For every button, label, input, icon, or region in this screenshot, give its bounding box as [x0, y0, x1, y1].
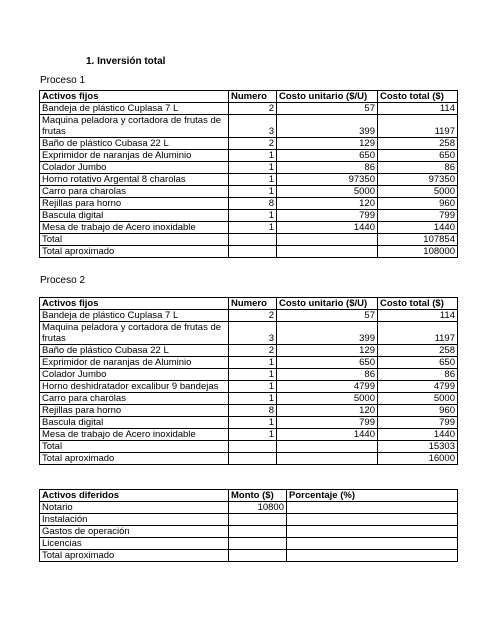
- value-cell: [229, 441, 277, 453]
- value-cell: [277, 441, 378, 453]
- table-row: [40, 429, 458, 441]
- table-row: [40, 357, 458, 369]
- row-label-cell: Bascula digital: [40, 210, 229, 222]
- proceso-1-label: Proceso 1: [40, 75, 86, 86]
- value-cell: 114: [378, 103, 458, 115]
- col-header: Costo unitario ($/U): [277, 91, 378, 103]
- value-cell: 1197: [378, 322, 458, 345]
- row-label-cell: Total aproximado: [40, 246, 229, 258]
- row-label-cell: Rejillas para horno: [40, 198, 229, 210]
- value-cell: [229, 234, 277, 246]
- col-header: Activos fijos: [40, 91, 229, 103]
- col-header: Costo unitario ($/U): [277, 298, 378, 310]
- row-label-cell: Maquina peladora y cortadora de frutas de frutas: [40, 115, 229, 138]
- row-label-cell: Total aproximado: [40, 550, 229, 562]
- table-row: [40, 246, 458, 258]
- table-row: [40, 453, 458, 465]
- value-cell: [229, 550, 287, 562]
- row-label-cell: Maquina peladora y cortadora de frutas de frutas: [40, 322, 229, 345]
- value-cell: 4799: [277, 381, 378, 393]
- table-row: [40, 186, 458, 198]
- value-cell: [277, 246, 378, 258]
- row-label-cell: Total: [40, 441, 229, 453]
- value-cell: 120: [277, 198, 378, 210]
- value-cell: 650: [277, 150, 378, 162]
- value-cell: 4799: [378, 381, 458, 393]
- col-header: Monto ($): [229, 490, 287, 502]
- value-cell: 15303: [378, 441, 458, 453]
- row-label-cell: Bandeja de plástico Cuplasa 7 L: [40, 103, 229, 115]
- value-cell: [287, 526, 458, 538]
- value-cell: 107854: [378, 234, 458, 246]
- row-label-cell: Total: [40, 234, 229, 246]
- value-cell: 1: [229, 162, 277, 174]
- row-label-cell: Rejillas para horno: [40, 405, 229, 417]
- table-header-row: [40, 91, 458, 103]
- row-label-cell: Total aproximado: [40, 453, 229, 465]
- value-cell: 1: [229, 186, 277, 198]
- row-label-cell: Bandeja de plástico Cuplasa 7 L: [40, 310, 229, 322]
- value-cell: 258: [378, 345, 458, 357]
- value-cell: 1: [229, 150, 277, 162]
- value-cell: 1: [229, 174, 277, 186]
- row-label-cell: Colador Jumbo: [40, 162, 229, 174]
- table-row: [40, 514, 458, 526]
- value-cell: [229, 514, 287, 526]
- table-header-row: [40, 490, 458, 502]
- col-header: Activos diferidos: [40, 490, 229, 502]
- table-row: [40, 310, 458, 322]
- row-label-cell: Carro para charolas: [40, 186, 229, 198]
- proceso-1-table: [39, 90, 458, 258]
- col-header: Costo total ($): [378, 298, 458, 310]
- value-cell: 86: [277, 162, 378, 174]
- section-heading: 1. Inversión total: [86, 56, 166, 67]
- table-row: [40, 502, 458, 514]
- row-label-cell: Carro para charolas: [40, 393, 229, 405]
- proceso-2-label: Proceso 2: [40, 275, 86, 286]
- row-label-cell: Horno rotativo Argental 8 charolas: [40, 174, 229, 186]
- row-label-cell: Horno deshidratador excalibur 9 bandejas: [40, 381, 229, 393]
- table-row: [40, 138, 458, 150]
- value-cell: 16000: [378, 453, 458, 465]
- value-cell: 799: [378, 417, 458, 429]
- col-header: Numero: [229, 298, 277, 310]
- value-cell: 399: [277, 115, 378, 138]
- value-cell: 2: [229, 345, 277, 357]
- value-cell: 8: [229, 198, 277, 210]
- value-cell: 1: [229, 210, 277, 222]
- table-row: [40, 210, 458, 222]
- col-header: Activos fijos: [40, 298, 229, 310]
- value-cell: [287, 538, 458, 550]
- row-label-cell: Exprimidor de naranjas de Aluminio: [40, 150, 229, 162]
- value-cell: [229, 526, 287, 538]
- value-cell: 1: [229, 393, 277, 405]
- value-cell: 1: [229, 357, 277, 369]
- value-cell: [277, 453, 378, 465]
- table-row: [40, 405, 458, 417]
- value-cell: 3: [229, 115, 277, 138]
- col-header: Costo total ($): [378, 91, 458, 103]
- table-row: [40, 550, 458, 562]
- value-cell: 120: [277, 405, 378, 417]
- table-row: [40, 162, 458, 174]
- value-cell: 5000: [378, 186, 458, 198]
- value-cell: 86: [277, 369, 378, 381]
- value-cell: 97350: [378, 174, 458, 186]
- value-cell: 108000: [378, 246, 458, 258]
- table-row: [40, 103, 458, 115]
- value-cell: 1: [229, 369, 277, 381]
- value-cell: 57: [277, 103, 378, 115]
- table-row: [40, 222, 458, 234]
- value-cell: 1440: [277, 222, 378, 234]
- table-row: [40, 345, 458, 357]
- value-cell: 960: [378, 198, 458, 210]
- row-label-cell: Licencias: [40, 538, 229, 550]
- value-cell: 650: [378, 150, 458, 162]
- value-cell: [229, 246, 277, 258]
- value-cell: 2: [229, 310, 277, 322]
- value-cell: 799: [277, 417, 378, 429]
- value-cell: 1440: [378, 222, 458, 234]
- table-row: [40, 174, 458, 186]
- table-row: [40, 234, 458, 246]
- value-cell: 86: [378, 369, 458, 381]
- activos-diferidos-table: [39, 489, 458, 562]
- value-cell: 5000: [378, 393, 458, 405]
- value-cell: [287, 502, 458, 514]
- value-cell: 960: [378, 405, 458, 417]
- value-cell: 97350: [277, 174, 378, 186]
- row-label-cell: Colador Jumbo: [40, 369, 229, 381]
- value-cell: 1440: [277, 429, 378, 441]
- row-label-cell: Mesa de trabajo de Acero inoxidable: [40, 429, 229, 441]
- table-row: [40, 369, 458, 381]
- table-row: [40, 538, 458, 550]
- row-label-cell: Mesa de trabajo de Acero inoxidable: [40, 222, 229, 234]
- table-row: [40, 526, 458, 538]
- value-cell: 258: [378, 138, 458, 150]
- col-header: Porcentaje (%): [287, 490, 458, 502]
- value-cell: 2: [229, 103, 277, 115]
- table-row: [40, 417, 458, 429]
- table-row: [40, 115, 458, 138]
- value-cell: [229, 453, 277, 465]
- table-header-row: [40, 298, 458, 310]
- table-row: [40, 381, 458, 393]
- value-cell: [229, 538, 287, 550]
- col-header: Numero: [229, 91, 277, 103]
- value-cell: 1: [229, 417, 277, 429]
- value-cell: 114: [378, 310, 458, 322]
- value-cell: 650: [378, 357, 458, 369]
- value-cell: 1: [229, 381, 277, 393]
- value-cell: 2: [229, 138, 277, 150]
- row-label-cell: Baño de plástico Cubasa 22 L: [40, 345, 229, 357]
- table-row: [40, 150, 458, 162]
- value-cell: [287, 514, 458, 526]
- table-row: [40, 198, 458, 210]
- row-label-cell: Baño de plástico Cubasa 22 L: [40, 138, 229, 150]
- value-cell: 86: [378, 162, 458, 174]
- row-label-cell: Bascula digital: [40, 417, 229, 429]
- value-cell: 1: [229, 429, 277, 441]
- table-row: [40, 441, 458, 453]
- table-row: [40, 322, 458, 345]
- value-cell: 1440: [378, 429, 458, 441]
- row-label-cell: Gastos de operación: [40, 526, 229, 538]
- row-label-cell: Notario: [40, 502, 229, 514]
- proceso-2-table: [39, 297, 458, 465]
- value-cell: 650: [277, 357, 378, 369]
- value-cell: 129: [277, 345, 378, 357]
- value-cell: [277, 234, 378, 246]
- value-cell: 399: [277, 322, 378, 345]
- value-cell: 799: [277, 210, 378, 222]
- table-row: [40, 393, 458, 405]
- value-cell: 8: [229, 405, 277, 417]
- value-cell: 1: [229, 222, 277, 234]
- value-cell: 3: [229, 322, 277, 345]
- value-cell: 799: [378, 210, 458, 222]
- value-cell: 57: [277, 310, 378, 322]
- value-cell: 1197: [378, 115, 458, 138]
- value-cell: 5000: [277, 186, 378, 198]
- value-cell: 129: [277, 138, 378, 150]
- row-label-cell: Exprimidor de naranjas de Aluminio: [40, 357, 229, 369]
- value-cell: 5000: [277, 393, 378, 405]
- row-label-cell: Instalación: [40, 514, 229, 526]
- value-cell: 10800: [229, 502, 287, 514]
- value-cell: [287, 550, 458, 562]
